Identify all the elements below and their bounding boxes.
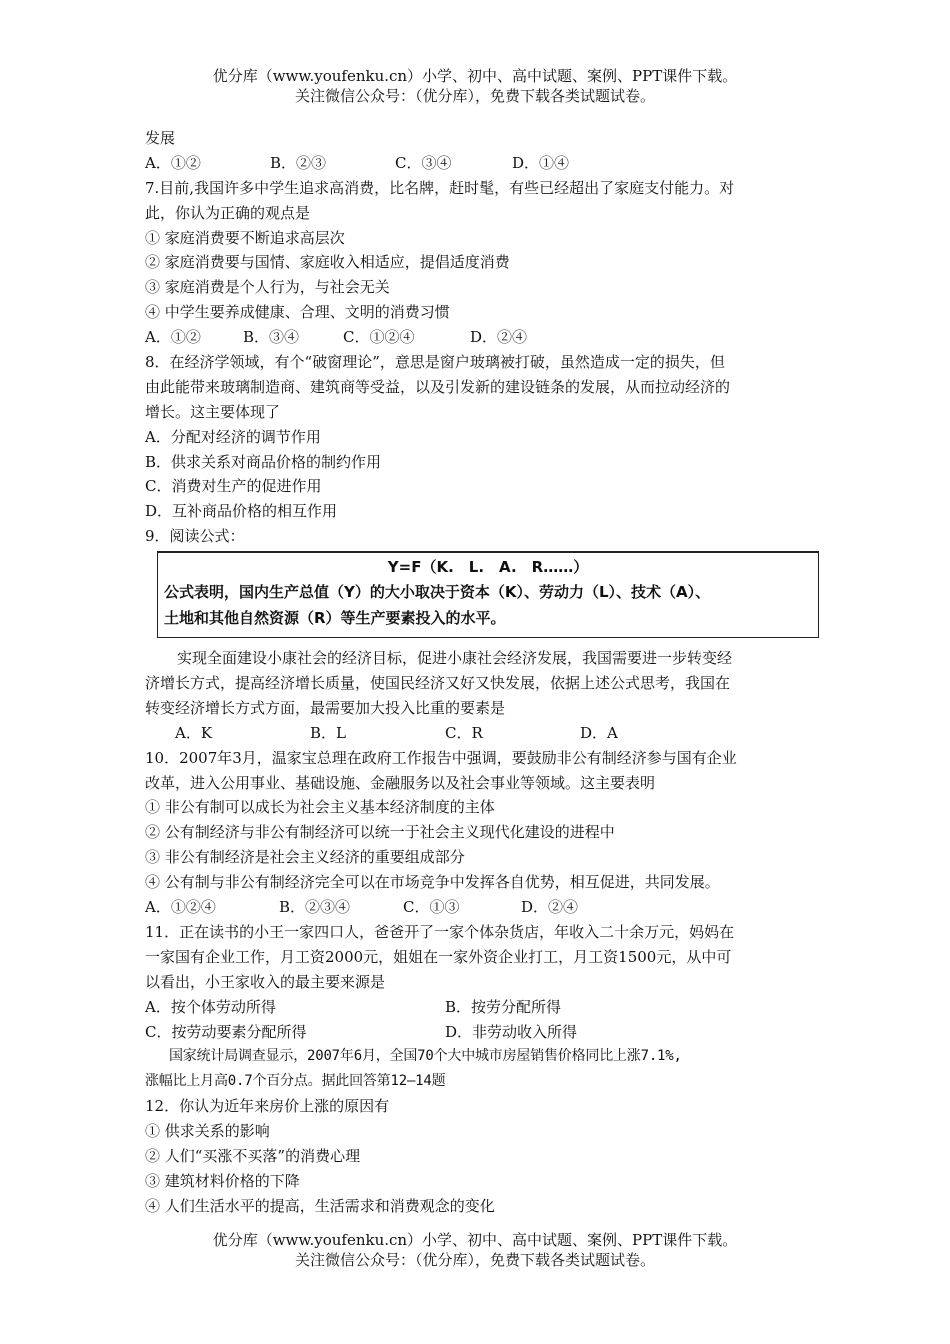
q6-option-d: D．①④: [512, 153, 570, 172]
q11-options-row-2: [145, 1020, 811, 1045]
q7-item-3: ③ 家庭消费是个人行为，与社会无关: [145, 278, 390, 297]
q8-option-d: D．互补商品价格的相互作用: [145, 502, 338, 521]
q11-option-a: A．按个体劳动所得: [145, 997, 276, 1016]
exam-content: [145, 126, 811, 1219]
q10-stem-line-1: 10．2007年3月，温家宝总理在政府工作报告中强调，要鼓励非公有制经济参与国有企业: [145, 748, 737, 767]
q6-option-b: B．②③: [270, 153, 327, 172]
q7-options: [145, 325, 811, 350]
q10-option-d: D．②④: [521, 898, 579, 917]
q9-option-d: D．A: [580, 723, 618, 742]
q10-item-1: ① 非公有制可以成长为社会主义基本经济制度的主体: [145, 798, 495, 817]
q10-option-a: A．①②④: [145, 898, 216, 917]
footer-line-1: 优分库（www.youfenku.cn）小学、初中、高中试题、案例、PPT课件下载。: [212, 1231, 738, 1249]
footer-line-2: 关注微信公众号：（优分库），免费下载各类试题试卷。: [294, 1251, 655, 1269]
q10-stem-line-2: 改革，进入公用事业、基础设施、金融服务以及社会事业等领域。这主要表明: [145, 773, 656, 792]
q12-item-2: ② 人们“买涨不买落”的消费心理: [145, 1146, 361, 1165]
header-line-1: 优分库（www.youfenku.cn）小学、初中、高中试题、案例、PPT课件下载。: [212, 67, 738, 85]
q9-options: [145, 721, 811, 746]
q6-option-c: C．③④: [395, 153, 452, 172]
q8-option-c: C．消费对生产的促进作用: [145, 477, 322, 496]
q9-para-line-3: 转变经济增长方式方面，最需要加大投入比重的要素是: [145, 698, 506, 717]
q6-option-a: A．①②: [145, 153, 201, 172]
q11-options-row-1: [145, 995, 811, 1020]
q9-stem: 9．阅读公式：: [145, 527, 245, 546]
q8-option-b: B．供求关系对商品价格的制约作用: [145, 452, 382, 471]
formula: Y=F（K. L. A. R……）: [387, 558, 589, 577]
header-line-2: 关注微信公众号：（优分库），免费下载各类试题试卷。: [294, 87, 655, 105]
q12-item-1: ① 供求关系的影响: [145, 1122, 270, 1141]
q11-option-d: D．非劳动收入所得: [445, 1022, 578, 1041]
q7-option-a: A．①②: [145, 328, 201, 347]
q10-item-3: ③ 非公有制经济是社会主义经济的重要组成部分: [145, 848, 465, 867]
q7-option-c: C．①②④: [343, 328, 415, 347]
q9-option-b: B．L: [310, 723, 346, 742]
q12-item-3: ③ 建筑材料价格的下降: [145, 1171, 300, 1190]
q11-stem-line-2: 一家国有企业工作，月工资2000元，姐姐在一家外资企业打工，月工资1500元，从中可: [145, 947, 732, 966]
q11-stem-line-1: 11．正在读书的小王一家四口人，爸爸开了一家个体杂货店，年收入二十余万元，妈妈在: [145, 922, 735, 941]
q8-stem-line-1: 8．在经济学领域，有个“破窗理论”，意思是窗户玻璃被打破，虽然造成一定的损失，但: [145, 353, 725, 372]
q11-option-c: C．按劳动要素分配所得: [145, 1022, 307, 1041]
q9-para-line-1: 实现全面建设小康社会的经济目标，促进小康社会经济发展，我国需要进一步转变经: [177, 649, 733, 668]
q7-item-2: ② 家庭消费要与国情、家庭收入相适应，提倡适度消费: [145, 253, 510, 272]
q9-option-a: A．K: [175, 723, 213, 742]
q7-item-1: ① 家庭消费要不断追求高层次: [145, 228, 345, 247]
q6-tail: 发展: [145, 129, 176, 147]
q9-para-line-2: 济增长方式，提高经济增长质量，使国民经济又好又快发展，依据上述公式思考，我国在: [145, 674, 731, 693]
q6-options: [145, 151, 811, 176]
q8-stem-line-2: 由此能带来玻璃制造商、建筑商等受益，以及引发新的建设链条的发展，从而拉动经济的: [145, 377, 731, 396]
q10-options: [145, 895, 811, 920]
q7-option-d: D．②④: [470, 328, 528, 347]
q10-option-c: C．①③: [403, 898, 460, 917]
q12-item-4: ④ 人们生活水平的提高，生活需求和消费观念的变化: [145, 1196, 495, 1215]
formula-explanation-line-1: 公式表明，国内生产总值（Y）的大小取决于资本（K）、劳动力（L）、技术（A）、: [164, 583, 711, 602]
stat-line-1: 国家统计局调查显示，2007年6月，全国70个大中城市房屋销售价格同比上涨7.1%,: [169, 1048, 682, 1065]
page-header: [0, 66, 950, 106]
q10-item-2: ② 公有制经济与非公有制经济可以统一于社会主义现代化建设的进程中: [145, 823, 615, 842]
q11-stem-line-3: 以看出，小王家收入的最主要来源是: [145, 972, 386, 991]
q8-option-a: A．分配对经济的调节作用: [145, 427, 321, 446]
q7-option-b: B．③④: [243, 328, 300, 347]
q8-stem-line-3: 增长。这主要体现了: [145, 402, 281, 421]
q9-option-c: C．R: [445, 723, 483, 742]
formula-box: [157, 551, 819, 638]
q11-option-b: B．按劳分配所得: [445, 997, 562, 1016]
page-footer: [0, 1230, 950, 1270]
q10-item-4: ④ 公有制与非公有制经济完全可以在市场竞争中发挥各自优势，相互促进，共同发展。: [145, 873, 720, 892]
q7-item-4: ④ 中学生要养成健康、合理、文明的消费习惯: [145, 303, 450, 322]
stat-line-2: 涨幅比上月高0.7个百分点。据此回答第12—14题: [145, 1073, 446, 1090]
q7-stem-line-2: 此，你认为正确的观点是: [145, 203, 311, 222]
q10-option-b: B．②③④: [279, 898, 351, 917]
q12-stem: 12．你认为近年来房价上涨的原因有: [145, 1097, 390, 1116]
formula-explanation-line-2: 土地和其他自然资源（R）等生产要素投入的水平。: [164, 609, 506, 628]
q7-stem-line-1: 7.目前,我国许多中学生追求高消费，比名牌，赶时髦，有些已经超出了家庭支付能力。对: [145, 178, 735, 197]
